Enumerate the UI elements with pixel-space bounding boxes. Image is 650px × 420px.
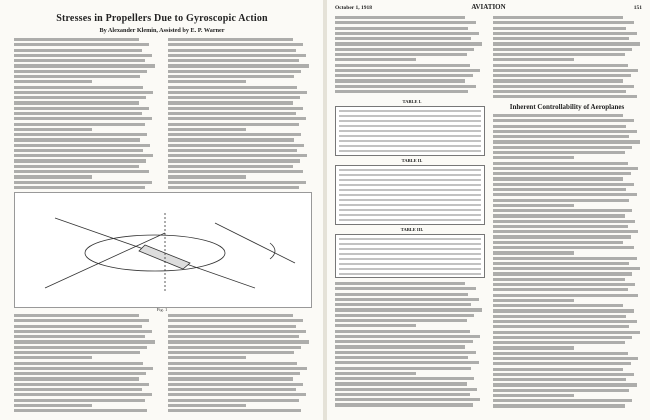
left-text-column-4 — [168, 314, 310, 414]
text-line — [168, 351, 294, 354]
text-line — [14, 128, 92, 131]
text-line — [14, 346, 147, 349]
text-line — [14, 80, 92, 83]
text-line — [493, 230, 638, 233]
text-line — [168, 112, 296, 115]
text-line — [14, 388, 142, 391]
table-row — [339, 115, 481, 117]
table-2-caption: TABLE II. — [401, 158, 423, 163]
text-line — [335, 58, 416, 61]
text-line — [493, 294, 638, 297]
right-text-column-4 — [493, 114, 641, 410]
text-line — [335, 393, 470, 396]
text-line — [168, 117, 306, 120]
table-row — [339, 189, 481, 191]
text-line — [168, 175, 246, 178]
table-row — [339, 273, 481, 275]
text-line — [335, 53, 467, 56]
table-row — [339, 209, 481, 211]
text-line — [335, 388, 477, 391]
text-line — [493, 278, 625, 281]
table-row — [339, 130, 481, 132]
text-line — [335, 21, 476, 24]
table-row — [339, 248, 481, 250]
table-2 — [335, 165, 485, 225]
text-line — [168, 170, 303, 173]
text-line — [168, 325, 296, 328]
text-line — [335, 16, 465, 19]
text-line — [493, 220, 635, 223]
text-line — [14, 117, 152, 120]
text-line — [335, 64, 470, 67]
text-line — [335, 85, 476, 88]
text-line — [493, 209, 632, 212]
text-line — [493, 283, 635, 286]
text-line — [14, 351, 140, 354]
text-line — [335, 319, 467, 322]
text-line — [168, 86, 297, 89]
text-line — [493, 235, 631, 238]
text-line — [14, 38, 139, 41]
text-line — [14, 319, 149, 322]
text-line — [168, 38, 293, 41]
text-line — [14, 340, 155, 343]
section-title: Inherent Controllability of Aeroplanes — [509, 103, 625, 111]
text-line — [493, 389, 629, 392]
right-text-column-3 — [335, 282, 483, 409]
text-line — [168, 346, 301, 349]
text-line — [168, 59, 299, 62]
text-line — [168, 70, 301, 73]
text-line — [14, 404, 92, 407]
table-row — [339, 199, 481, 201]
text-line — [493, 214, 625, 217]
text-line — [335, 361, 479, 364]
text-line — [14, 144, 150, 147]
header-date: October 1, 1918 — [335, 5, 373, 11]
text-line — [168, 43, 303, 46]
text-line — [14, 138, 140, 141]
text-line — [493, 225, 628, 228]
text-line — [14, 325, 142, 328]
propeller-blade — [139, 245, 190, 269]
text-line — [168, 49, 296, 52]
text-line — [335, 372, 416, 375]
text-line — [493, 304, 623, 307]
text-line — [493, 362, 631, 365]
text-line — [168, 383, 303, 386]
text-line — [14, 372, 146, 375]
text-line — [335, 345, 465, 348]
text-line — [168, 138, 294, 141]
text-line — [335, 298, 479, 301]
table-1-caption: TABLE I. — [402, 99, 422, 104]
text-line — [14, 170, 149, 173]
text-line — [168, 91, 307, 94]
right-page — [327, 0, 650, 420]
shaft-axis-line — [45, 233, 165, 288]
text-line — [493, 135, 629, 138]
text-line — [168, 399, 299, 402]
table-row — [339, 174, 481, 176]
text-line — [168, 144, 304, 147]
text-line — [335, 324, 416, 327]
header-page-number: 151 — [633, 5, 642, 11]
table-row — [339, 253, 481, 255]
text-line — [14, 43, 149, 46]
text-line — [335, 32, 479, 35]
text-line — [14, 181, 152, 184]
text-line — [335, 42, 482, 45]
text-line — [493, 48, 632, 51]
text-line — [335, 287, 476, 290]
right-text-column-2 — [493, 16, 641, 101]
table-row — [339, 150, 481, 152]
table-row — [339, 258, 481, 260]
text-line — [168, 404, 246, 407]
right-text-column-1 — [335, 16, 483, 95]
text-line — [335, 351, 476, 354]
text-line — [14, 91, 153, 94]
text-line — [168, 377, 293, 380]
text-line — [335, 90, 468, 93]
text-line — [14, 149, 143, 152]
table-row — [339, 194, 481, 196]
table-row — [339, 120, 481, 122]
text-line — [14, 64, 155, 67]
text-line — [493, 357, 638, 360]
table-1 — [335, 106, 485, 156]
text-line — [493, 114, 623, 117]
text-line — [335, 308, 482, 311]
text-line — [168, 388, 296, 391]
text-line — [493, 64, 628, 67]
text-line — [493, 53, 625, 56]
text-line — [493, 262, 629, 265]
text-line — [493, 204, 574, 207]
text-line — [493, 246, 634, 249]
text-line — [335, 340, 473, 343]
table-3-caption: TABLE III. — [400, 227, 424, 232]
text-line — [493, 373, 634, 376]
text-line — [493, 167, 638, 170]
text-line — [493, 79, 623, 82]
text-line — [14, 96, 146, 99]
text-line — [335, 382, 467, 385]
text-line — [493, 394, 574, 397]
text-line — [168, 362, 297, 365]
text-line — [168, 393, 306, 396]
text-line — [335, 367, 471, 370]
text-line — [168, 372, 300, 375]
text-line — [14, 377, 139, 380]
text-line — [168, 409, 301, 412]
left-text-column-1 — [14, 38, 156, 191]
text-line — [493, 272, 632, 275]
text-line — [14, 123, 145, 126]
precession-axis-line — [215, 223, 295, 263]
text-line — [493, 42, 640, 45]
text-line — [493, 125, 626, 128]
propeller-diagram — [15, 193, 311, 307]
text-line — [168, 159, 300, 162]
text-line — [14, 393, 152, 396]
table-row — [339, 219, 481, 221]
text-line — [335, 330, 470, 333]
text-line — [493, 27, 626, 30]
text-line — [493, 37, 629, 40]
text-line — [335, 293, 468, 296]
text-line — [493, 162, 628, 165]
text-line — [335, 403, 473, 406]
text-line — [168, 54, 306, 57]
text-line — [168, 335, 299, 338]
text-line — [168, 64, 309, 67]
text-line — [335, 335, 480, 338]
table-row — [339, 140, 481, 142]
table-row — [339, 204, 481, 206]
text-line — [493, 32, 637, 35]
left-page — [0, 0, 323, 420]
left-text-column-2 — [168, 38, 310, 191]
text-line — [493, 320, 637, 323]
table-row — [339, 243, 481, 245]
text-line — [493, 16, 623, 19]
text-line — [493, 183, 634, 186]
text-line — [493, 156, 574, 159]
text-line — [493, 336, 632, 339]
text-line — [14, 107, 149, 110]
text-line — [14, 159, 146, 162]
text-line — [168, 314, 293, 317]
text-line — [14, 75, 140, 78]
text-line — [493, 404, 625, 407]
text-line — [493, 146, 632, 149]
text-line — [14, 59, 145, 62]
table-row — [339, 135, 481, 137]
text-line — [14, 49, 142, 52]
article-title: Stresses in Propellers Due to Gyroscopic Action — [56, 13, 268, 24]
text-line — [14, 314, 139, 317]
text-line — [168, 80, 246, 83]
text-line — [14, 409, 147, 412]
text-line — [493, 288, 628, 291]
text-line — [493, 331, 640, 334]
text-line — [493, 193, 637, 196]
table-row — [339, 238, 481, 240]
table-row — [339, 263, 481, 265]
text-line — [168, 149, 297, 152]
table-row — [339, 268, 481, 270]
text-line — [493, 241, 623, 244]
text-line — [335, 356, 468, 359]
text-line — [14, 383, 149, 386]
table-row — [339, 169, 481, 171]
text-line — [168, 107, 303, 110]
table-row — [339, 179, 481, 181]
text-line — [14, 133, 147, 136]
text-line — [168, 96, 300, 99]
text-line — [493, 58, 574, 61]
text-line — [335, 398, 480, 401]
text-line — [335, 314, 474, 317]
text-line — [168, 128, 246, 131]
text-line — [493, 267, 640, 270]
text-line — [493, 378, 626, 381]
text-line — [168, 356, 246, 359]
text-line — [493, 352, 628, 355]
text-line — [168, 133, 301, 136]
text-line — [493, 85, 634, 88]
text-line — [168, 319, 303, 322]
text-line — [335, 377, 474, 380]
text-line — [168, 330, 306, 333]
text-line — [168, 181, 306, 184]
text-line — [14, 86, 143, 89]
text-line — [493, 346, 574, 349]
text-line — [493, 315, 626, 318]
text-line — [493, 95, 637, 98]
text-line — [493, 309, 634, 312]
table-row — [339, 184, 481, 186]
text-line — [168, 186, 299, 189]
text-line — [335, 69, 480, 72]
text-line — [493, 151, 625, 154]
text-line — [14, 154, 153, 157]
text-line — [493, 119, 634, 122]
text-line — [168, 367, 307, 370]
table-3 — [335, 234, 485, 278]
text-line — [14, 112, 142, 115]
left-text-column-3 — [14, 314, 156, 414]
figure-caption: Fig. 1 — [156, 307, 168, 312]
header-journal: AVIATION — [471, 3, 506, 11]
text-line — [168, 75, 294, 78]
text-line — [493, 90, 626, 93]
text-line — [493, 188, 626, 191]
text-line — [335, 303, 471, 306]
text-line — [14, 175, 92, 178]
text-line — [493, 21, 634, 24]
text-line — [493, 69, 638, 72]
text-line — [493, 325, 629, 328]
text-line — [493, 199, 629, 202]
text-line — [493, 130, 637, 133]
text-line — [493, 74, 631, 77]
text-line — [493, 257, 637, 260]
text-line — [335, 282, 465, 285]
text-line — [493, 172, 631, 175]
text-line — [14, 335, 145, 338]
text-line — [168, 165, 293, 168]
text-line — [14, 186, 145, 189]
text-line — [14, 54, 152, 57]
table-row — [339, 125, 481, 127]
text-line — [14, 101, 139, 104]
text-line — [335, 37, 471, 40]
table-row — [339, 145, 481, 147]
text-line — [335, 27, 468, 30]
table-row — [339, 214, 481, 216]
text-line — [14, 399, 145, 402]
text-line — [335, 79, 465, 82]
text-line — [14, 367, 153, 370]
text-line — [493, 399, 632, 402]
text-line — [493, 341, 625, 344]
text-line — [168, 101, 293, 104]
propeller-figure — [14, 192, 312, 308]
text-line — [493, 368, 623, 371]
text-line — [493, 383, 637, 386]
table-row — [339, 110, 481, 112]
text-line — [14, 330, 152, 333]
article-byline: By Alexander Klemin, Assisted by E. P. Warner — [99, 27, 225, 34]
text-line — [493, 140, 640, 143]
text-line — [168, 340, 309, 343]
text-line — [14, 362, 143, 365]
text-line — [335, 74, 473, 77]
text-line — [14, 356, 92, 359]
text-line — [493, 177, 623, 180]
text-line — [14, 70, 147, 73]
text-line — [168, 154, 307, 157]
text-line — [335, 48, 474, 51]
text-line — [14, 165, 139, 168]
text-line — [493, 299, 574, 302]
text-line — [493, 251, 574, 254]
text-line — [168, 123, 299, 126]
